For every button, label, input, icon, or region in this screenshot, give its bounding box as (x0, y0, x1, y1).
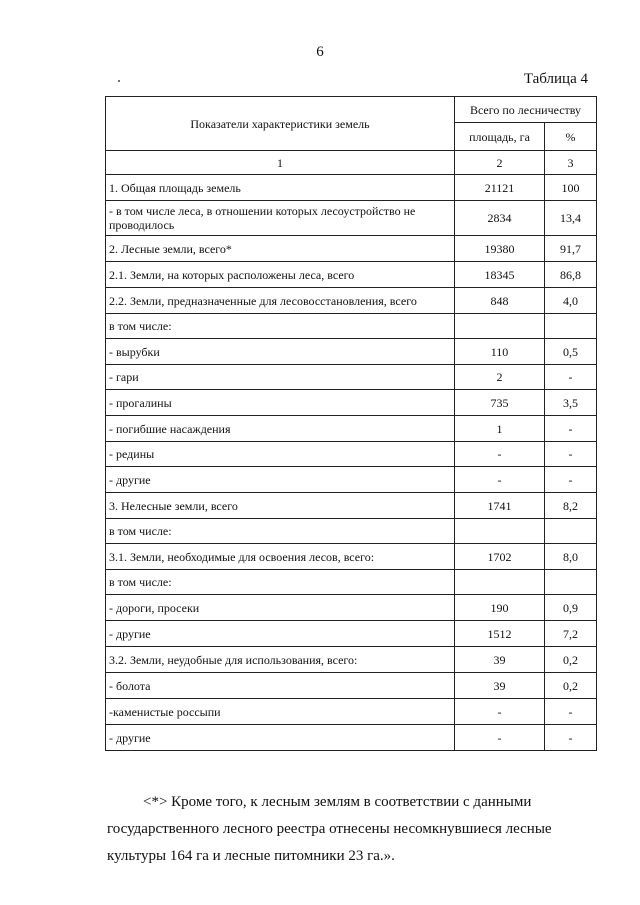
row-name-cell: 2.2. Земли, предназначенные для лесовосстановления, всего (106, 288, 455, 314)
row-name-cell: - прогалины (106, 390, 455, 416)
row-area-cell: 21121 (455, 175, 545, 201)
header-indicator: Показатели характеристики земель (106, 97, 455, 151)
header-percent: % (545, 123, 597, 151)
row-percent-cell: - (545, 416, 597, 442)
row-area-cell: 19380 (455, 236, 545, 262)
row-name-cell: - другие (106, 725, 455, 751)
footnote-line: культуры 164 га и лесные питомники 23 га.». (107, 848, 395, 864)
row-percent-cell: 8,0 (545, 544, 597, 570)
footnote (107, 789, 594, 870)
row-name-cell: 2. Лесные земли, всего* (106, 236, 455, 262)
table-row (106, 595, 597, 621)
row-area-cell: 848 (455, 288, 545, 314)
row-area-cell: 1 (455, 416, 545, 442)
row-area-cell: - (455, 699, 545, 725)
table-row (106, 236, 597, 262)
table-row (106, 570, 597, 595)
page-number: 6 (316, 44, 324, 60)
land-characteristics-table (105, 96, 597, 751)
table-row (106, 673, 597, 699)
row-name-cell: 1. Общая площадь земель (106, 175, 455, 201)
table-row (106, 365, 597, 390)
row-area-cell (455, 570, 545, 595)
table-row (106, 288, 597, 314)
table-row (106, 339, 597, 365)
row-area-cell: 735 (455, 390, 545, 416)
row-percent-cell: 8,2 (545, 493, 597, 519)
table-row (106, 314, 597, 339)
column-numbers-row (106, 151, 597, 175)
column-number: 1 (106, 151, 455, 175)
table-row (106, 201, 597, 236)
row-percent-cell: 13,4 (545, 201, 597, 236)
table-row (106, 262, 597, 288)
row-area-cell: - (455, 442, 545, 467)
row-area-cell: 39 (455, 647, 545, 673)
row-name-cell: - дороги, просеки (106, 595, 455, 621)
table-caption: Таблица 4 (523, 71, 588, 87)
row-area-cell: 2 (455, 365, 545, 390)
row-percent-cell: - (545, 699, 597, 725)
row-percent-cell: 4,0 (545, 288, 597, 314)
row-area-cell (455, 519, 545, 544)
row-area-cell: 2834 (455, 201, 545, 236)
row-percent-cell (545, 314, 597, 339)
row-name-cell: - в том числе леса, в отношении которых лесоустройство не проводилось (106, 201, 455, 236)
footnote-line: государственного лесного реестра отнесены несомкнувшиеся лесные (107, 821, 552, 837)
row-percent-cell: 7,2 (545, 621, 597, 647)
row-name-cell: - вырубки (106, 339, 455, 365)
row-name-cell: в том числе: (106, 314, 455, 339)
row-percent-cell (545, 570, 597, 595)
row-name-cell: в том числе: (106, 519, 455, 544)
row-percent-cell: - (545, 442, 597, 467)
row-name-cell: 3. Нелесные земли, всего (106, 493, 455, 519)
scan-dot (118, 80, 120, 82)
row-area-cell: 110 (455, 339, 545, 365)
row-area-cell: 1512 (455, 621, 545, 647)
row-percent-cell: 86,8 (545, 262, 597, 288)
table-row (106, 621, 597, 647)
header-area: площадь, га (455, 123, 545, 151)
row-area-cell: 190 (455, 595, 545, 621)
table-row (106, 442, 597, 467)
footnote-line: <*> Кроме того, к лесным землям в соответствии с данными (143, 794, 532, 810)
row-percent-cell: 0,2 (545, 647, 597, 673)
row-name-cell: - погибшие насаждения (106, 416, 455, 442)
row-area-cell: 39 (455, 673, 545, 699)
row-percent-cell: 100 (545, 175, 597, 201)
row-area-cell (455, 314, 545, 339)
row-area-cell: 1702 (455, 544, 545, 570)
table-row (106, 725, 597, 751)
row-name-cell: - редины (106, 442, 455, 467)
row-percent-cell: - (545, 365, 597, 390)
row-name-cell: - гари (106, 365, 455, 390)
row-area-cell: 18345 (455, 262, 545, 288)
row-percent-cell: 0,2 (545, 673, 597, 699)
row-percent-cell: 0,5 (545, 339, 597, 365)
row-name-cell: - другие (106, 467, 455, 493)
row-name-cell: 3.2. Земли, неудобные для использования, всего: (106, 647, 455, 673)
row-area-cell: - (455, 725, 545, 751)
row-name-cell: - болота (106, 673, 455, 699)
row-percent-cell: 91,7 (545, 236, 597, 262)
table-row (106, 467, 597, 493)
row-percent-cell: 0,9 (545, 595, 597, 621)
table-row (106, 416, 597, 442)
column-number: 3 (545, 151, 597, 175)
table-header (106, 97, 597, 175)
table-row (106, 175, 597, 201)
header-total-group: Всего по лесничеству (455, 97, 597, 123)
row-name-cell: -каменистые россыпи (106, 699, 455, 725)
column-number: 2 (455, 151, 545, 175)
table-body (106, 175, 597, 751)
row-area-cell: - (455, 467, 545, 493)
row-area-cell: 1741 (455, 493, 545, 519)
row-percent-cell (545, 519, 597, 544)
row-percent-cell: - (545, 725, 597, 751)
row-percent-cell: - (545, 467, 597, 493)
row-name-cell: 2.1. Земли, на которых расположены леса, всего (106, 262, 455, 288)
table-row (106, 493, 597, 519)
row-name-cell: в том числе: (106, 570, 455, 595)
row-name-cell: 3.1. Земли, необходимые для освоения лесов, всего: (106, 544, 455, 570)
table-row (106, 519, 597, 544)
table-row (106, 699, 597, 725)
table-row (106, 647, 597, 673)
table-row (106, 544, 597, 570)
row-percent-cell: 3,5 (545, 390, 597, 416)
row-name-cell: - другие (106, 621, 455, 647)
table-row (106, 390, 597, 416)
